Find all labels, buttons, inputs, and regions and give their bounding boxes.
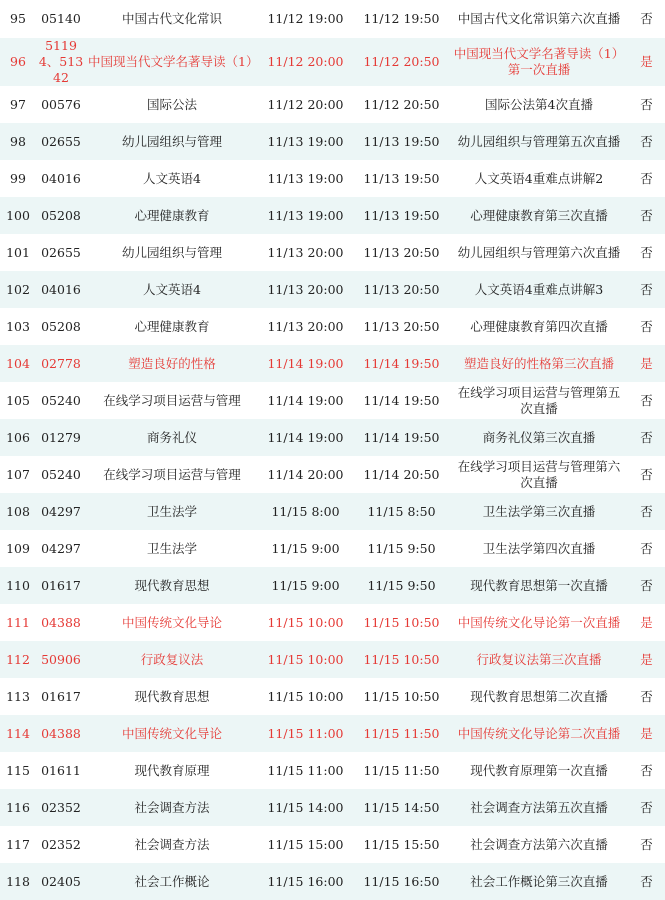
live-flag: 否 bbox=[640, 873, 653, 889]
row-number: 117 bbox=[6, 836, 30, 852]
course-name: 在线学习项目运营与管理 bbox=[103, 466, 241, 482]
table-row bbox=[0, 715, 665, 752]
course-code: 02352 bbox=[41, 799, 81, 815]
row-number: 99 bbox=[10, 170, 26, 186]
course-name: 行政复议法 bbox=[140, 651, 204, 667]
start-time: 11/15 14:00 bbox=[267, 799, 344, 815]
row-number: 105 bbox=[6, 392, 30, 408]
start-time: 11/13 20:00 bbox=[267, 244, 344, 260]
course-code: 02352 bbox=[41, 836, 81, 852]
table-row bbox=[0, 382, 665, 419]
session-topic: 在线学习项目运营与管理第五次直播 bbox=[457, 384, 621, 416]
course-name: 现代教育思想 bbox=[134, 688, 210, 704]
table-row bbox=[0, 456, 665, 493]
end-time: 11/14 19:50 bbox=[363, 355, 440, 371]
start-time: 11/12 19:00 bbox=[267, 11, 344, 26]
start-time: 11/12 20:00 bbox=[267, 54, 344, 69]
start-time: 11/15 15:00 bbox=[267, 836, 344, 852]
session-topic: 塑造良好的性格第三次直播 bbox=[463, 355, 614, 371]
live-flag: 否 bbox=[640, 392, 653, 408]
session-topic: 社会调查方法第五次直播 bbox=[470, 799, 608, 815]
live-flag: 否 bbox=[640, 11, 653, 26]
live-flag: 否 bbox=[640, 207, 653, 223]
live-flag: 否 bbox=[640, 96, 653, 112]
course-code: 05208 bbox=[41, 207, 81, 223]
course-name: 现代教育原理 bbox=[134, 762, 210, 778]
session-topic: 在线学习项目运营与管理第六次直播 bbox=[457, 458, 621, 490]
course-name: 塑造良好的性格 bbox=[128, 355, 216, 371]
session-topic: 中国古代文化常识第六次直播 bbox=[457, 11, 621, 26]
session-topic: 现代教育原理第一次直播 bbox=[470, 762, 608, 778]
end-time: 11/15 11:50 bbox=[363, 725, 440, 741]
end-time: 11/12 20:50 bbox=[363, 54, 440, 69]
table-row bbox=[0, 567, 665, 604]
row-number: 103 bbox=[6, 318, 30, 334]
start-time: 11/15 11:00 bbox=[267, 725, 344, 741]
course-code: 04388 bbox=[41, 614, 81, 630]
start-time: 11/13 19:00 bbox=[267, 207, 344, 223]
course-code: 05140 bbox=[41, 11, 81, 26]
table-row bbox=[0, 826, 665, 863]
course-name: 国际公法 bbox=[146, 96, 197, 112]
live-flag: 否 bbox=[640, 466, 653, 482]
course-code: 02778 bbox=[41, 355, 81, 371]
session-topic: 现代教育思想第二次直播 bbox=[470, 688, 608, 704]
end-time: 11/15 10:50 bbox=[363, 651, 440, 667]
live-flag: 是 bbox=[640, 54, 653, 69]
course-code: 04016 bbox=[41, 170, 81, 186]
table-row bbox=[0, 641, 665, 678]
live-flag: 否 bbox=[640, 540, 653, 556]
end-time: 11/15 14:50 bbox=[363, 799, 440, 815]
live-flag: 否 bbox=[640, 429, 653, 445]
table-row bbox=[0, 604, 665, 641]
course-code: 04297 bbox=[41, 540, 81, 556]
course-name: 卫生法学 bbox=[146, 503, 197, 519]
course-name: 社会工作概论 bbox=[134, 873, 210, 889]
live-flag: 否 bbox=[640, 762, 653, 778]
table-row bbox=[0, 863, 665, 900]
course-code: 02655 bbox=[41, 133, 81, 149]
end-time: 11/15 10:50 bbox=[363, 614, 440, 630]
course-code: 00576 bbox=[41, 96, 81, 112]
course-name: 心理健康教育 bbox=[134, 318, 210, 334]
row-number: 106 bbox=[6, 429, 30, 445]
course-name: 中国传统文化导论 bbox=[121, 725, 222, 741]
table-row bbox=[0, 86, 665, 123]
end-time: 11/14 19:50 bbox=[363, 429, 440, 445]
end-time: 11/15 9:50 bbox=[367, 577, 436, 593]
table-row bbox=[0, 308, 665, 345]
live-flag: 是 bbox=[640, 725, 653, 741]
row-number: 112 bbox=[6, 651, 30, 667]
end-time: 11/13 20:50 bbox=[363, 244, 440, 260]
row-number: 111 bbox=[6, 614, 30, 630]
row-number: 108 bbox=[6, 503, 30, 519]
end-time: 11/13 19:50 bbox=[363, 170, 440, 186]
table-row bbox=[0, 123, 665, 160]
start-time: 11/15 8:00 bbox=[271, 503, 340, 519]
course-name: 现代教育思想 bbox=[134, 577, 210, 593]
live-flag: 否 bbox=[640, 318, 653, 334]
start-time: 11/13 20:00 bbox=[267, 318, 344, 334]
course-name: 幼儿园组织与管理 bbox=[121, 244, 222, 260]
start-time: 11/15 16:00 bbox=[267, 873, 344, 889]
session-topic: 幼儿园组织与管理第六次直播 bbox=[457, 244, 621, 260]
start-time: 11/15 9:00 bbox=[271, 540, 340, 556]
table-row bbox=[0, 345, 665, 382]
course-code: 01611 bbox=[41, 762, 81, 778]
table-row bbox=[0, 160, 665, 197]
start-time: 11/13 19:00 bbox=[267, 133, 344, 149]
course-name: 社会调查方法 bbox=[134, 799, 210, 815]
end-time: 11/14 20:50 bbox=[363, 466, 440, 482]
live-flag: 否 bbox=[640, 503, 653, 519]
start-time: 11/15 10:00 bbox=[267, 688, 344, 704]
row-number: 101 bbox=[6, 244, 30, 260]
table-row bbox=[0, 38, 665, 86]
live-flag: 否 bbox=[640, 799, 653, 815]
session-topic: 现代教育思想第一次直播 bbox=[470, 577, 608, 593]
session-topic: 人文英语4重难点讲解3 bbox=[474, 281, 604, 297]
row-number: 96 bbox=[10, 54, 26, 69]
end-time: 11/12 20:50 bbox=[363, 96, 440, 112]
row-number: 115 bbox=[6, 762, 30, 778]
table-row bbox=[0, 789, 665, 826]
course-name: 中国现当代文学名著导读（1） bbox=[88, 54, 258, 69]
start-time: 11/15 9:00 bbox=[271, 577, 340, 593]
table-row bbox=[0, 678, 665, 715]
live-flag: 否 bbox=[640, 170, 653, 186]
session-topic: 行政复议法第三次直播 bbox=[476, 651, 602, 667]
row-number: 98 bbox=[10, 133, 26, 149]
course-name: 在线学习项目运营与管理 bbox=[103, 392, 241, 408]
live-flag: 否 bbox=[640, 577, 653, 593]
live-flag: 否 bbox=[640, 688, 653, 704]
live-flag: 是 bbox=[640, 355, 653, 371]
row-number: 110 bbox=[6, 577, 30, 593]
start-time: 11/12 20:00 bbox=[267, 96, 344, 112]
live-flag: 否 bbox=[640, 133, 653, 149]
course-name: 幼儿园组织与管理 bbox=[121, 133, 222, 149]
course-name: 人文英语4 bbox=[143, 170, 201, 186]
course-code: 05240 bbox=[41, 466, 81, 482]
start-time: 11/15 10:00 bbox=[267, 614, 344, 630]
session-topic: 社会调查方法第六次直播 bbox=[470, 836, 608, 852]
row-number: 102 bbox=[6, 281, 30, 297]
course-name: 中国传统文化导论 bbox=[121, 614, 222, 630]
table-row bbox=[0, 493, 665, 530]
course-code: 04388 bbox=[41, 725, 81, 741]
live-flag: 否 bbox=[640, 281, 653, 297]
course-name: 中国古代文化常识 bbox=[121, 11, 222, 26]
end-time: 11/15 11:50 bbox=[363, 762, 440, 778]
course-code: 02405 bbox=[41, 873, 81, 889]
course-code: 01617 bbox=[41, 688, 81, 704]
session-topic: 人文英语4重难点讲解2 bbox=[474, 170, 604, 186]
table-row bbox=[0, 752, 665, 789]
end-time: 11/12 19:50 bbox=[363, 11, 440, 26]
start-time: 11/14 19:00 bbox=[267, 392, 344, 408]
course-code: 50906 bbox=[41, 651, 81, 667]
row-number: 116 bbox=[6, 799, 30, 815]
start-time: 11/15 11:00 bbox=[267, 762, 344, 778]
row-number: 107 bbox=[6, 466, 30, 482]
start-time: 11/13 19:00 bbox=[267, 170, 344, 186]
table-row bbox=[0, 271, 665, 308]
course-code: 04297 bbox=[41, 503, 81, 519]
start-time: 11/15 10:00 bbox=[267, 651, 344, 667]
row-number: 95 bbox=[10, 11, 26, 26]
course-name: 卫生法学 bbox=[146, 540, 197, 556]
session-topic: 中国传统文化导论第一次直播 bbox=[457, 614, 621, 630]
table-row bbox=[0, 234, 665, 271]
course-code: 05208 bbox=[41, 318, 81, 334]
table-row bbox=[0, 0, 665, 38]
course-code: 01279 bbox=[41, 429, 81, 445]
end-time: 11/13 19:50 bbox=[363, 133, 440, 149]
row-number: 104 bbox=[6, 355, 30, 371]
session-topic: 心理健康教育第四次直播 bbox=[470, 318, 608, 334]
end-time: 11/13 20:50 bbox=[363, 318, 440, 334]
row-number: 97 bbox=[10, 96, 26, 112]
course-code: 05240 bbox=[41, 392, 81, 408]
session-topic: 中国现当代文学名著导读（1）第一次直播 bbox=[453, 46, 625, 77]
session-topic: 社会工作概论第三次直播 bbox=[470, 873, 608, 889]
row-number: 118 bbox=[6, 873, 30, 889]
row-number: 100 bbox=[6, 207, 30, 223]
end-time: 11/15 9:50 bbox=[367, 540, 436, 556]
table-row bbox=[0, 530, 665, 567]
end-time: 11/13 19:50 bbox=[363, 207, 440, 223]
start-time: 11/13 20:00 bbox=[267, 281, 344, 297]
session-topic: 中国传统文化导论第二次直播 bbox=[457, 725, 621, 741]
live-flag: 是 bbox=[640, 614, 653, 630]
row-number: 113 bbox=[6, 688, 30, 704]
course-name: 商务礼仪 bbox=[146, 429, 197, 445]
session-topic: 幼儿园组织与管理第五次直播 bbox=[457, 133, 621, 149]
course-name: 心理健康教育 bbox=[134, 207, 210, 223]
course-code: 02655 bbox=[41, 244, 81, 260]
row-number: 109 bbox=[6, 540, 30, 556]
end-time: 11/13 20:50 bbox=[363, 281, 440, 297]
live-flag: 是 bbox=[640, 651, 653, 667]
row-number: 114 bbox=[6, 725, 30, 741]
session-topic: 国际公法第4次直播 bbox=[485, 96, 593, 112]
end-time: 11/15 16:50 bbox=[363, 873, 440, 889]
session-topic: 商务礼仪第三次直播 bbox=[482, 429, 596, 445]
start-time: 11/14 19:00 bbox=[267, 429, 344, 445]
table-row bbox=[0, 197, 665, 234]
course-code: 04016 bbox=[41, 281, 81, 297]
session-topic: 卫生法学第四次直播 bbox=[482, 540, 596, 556]
course-name: 人文英语4 bbox=[143, 281, 201, 297]
end-time: 11/15 10:50 bbox=[363, 688, 440, 704]
live-flag: 否 bbox=[640, 836, 653, 852]
live-flag: 否 bbox=[640, 244, 653, 260]
session-topic: 卫生法学第三次直播 bbox=[482, 503, 596, 519]
end-time: 11/15 8:50 bbox=[367, 503, 436, 519]
course-code: 51194、51342 bbox=[38, 38, 84, 85]
session-topic: 心理健康教育第三次直播 bbox=[470, 207, 608, 223]
start-time: 11/14 20:00 bbox=[267, 466, 344, 482]
end-time: 11/15 15:50 bbox=[363, 836, 440, 852]
course-name: 社会调查方法 bbox=[134, 836, 210, 852]
start-time: 11/14 19:00 bbox=[267, 355, 344, 371]
table-row bbox=[0, 419, 665, 456]
course-code: 01617 bbox=[41, 577, 81, 593]
end-time: 11/14 19:50 bbox=[363, 392, 440, 408]
